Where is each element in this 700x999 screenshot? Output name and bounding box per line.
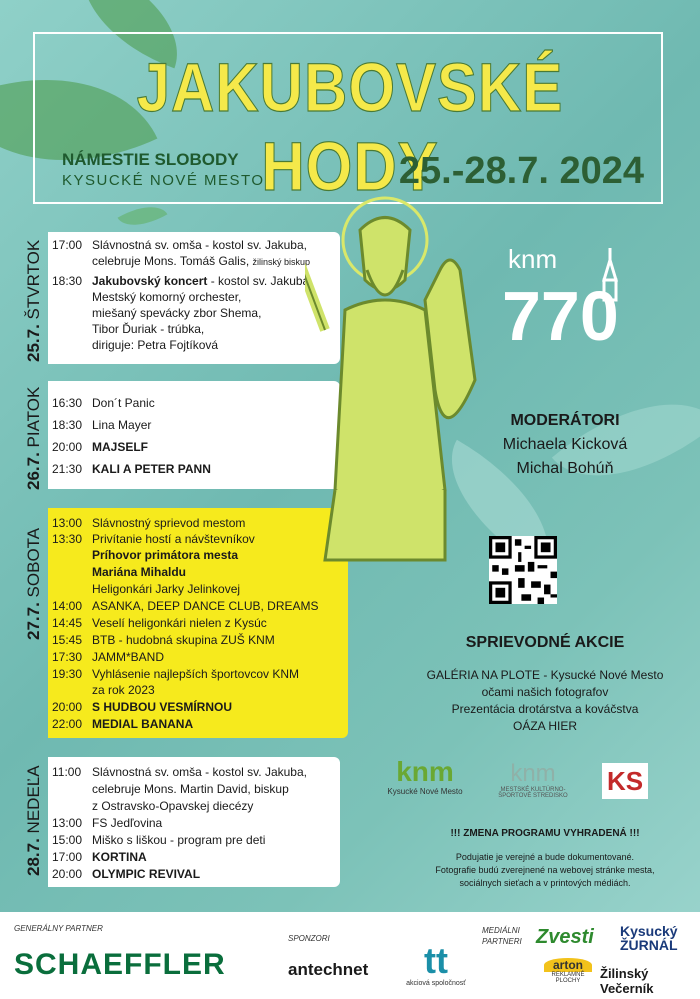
zurnal-logo: Kysucký ŽURNÁL xyxy=(620,923,678,953)
event-row: z Ostravsko-Opavskej diecézy xyxy=(92,799,254,813)
event-row: 14:45 Veselí heligonkári nielen z Kysúc xyxy=(52,616,267,630)
knm-logo-text: knm xyxy=(508,244,558,274)
event-row: 14:00 ASANKA, DEEP DANCE CLUB, DREAMS xyxy=(52,599,319,613)
qr-code[interactable] xyxy=(489,536,557,604)
schedule-thursday xyxy=(48,232,340,364)
event-row: diriguje: Petra Fojtíková xyxy=(92,338,219,352)
event-row: 20:00 OLYMPIC REVIVAL xyxy=(52,867,201,881)
general-partner-label: GENERÁLNY PARTNER xyxy=(14,924,103,933)
schedule-saturday xyxy=(48,508,348,738)
event-row: Mariána Mihaldu xyxy=(92,565,187,579)
media-label: PARTNERI xyxy=(482,937,522,946)
event-row: 15:45 BTB - hudobná skupina ZUŠ KNM xyxy=(52,633,275,647)
event-row: 16:30 Don´t Panic xyxy=(52,396,155,410)
event-row: 17:00 Slávnostná sv. omša - kostol sv. Jakuba, xyxy=(52,238,307,252)
moderators-heading: MODERÁTORI xyxy=(510,412,620,429)
notice-line: Podujatie je verejné a bude dokumentované. xyxy=(455,852,635,862)
saint-jacob-illustration xyxy=(305,190,505,580)
schaeffler-logo: SCHAEFFLER xyxy=(14,948,226,981)
accompanying-line: očami našich fotografov xyxy=(481,685,609,699)
event-row: za rok 2023 xyxy=(92,683,155,697)
event-row: 22:00 MEDIAL BANANA xyxy=(52,717,194,731)
event-row: 13:00 Slávnostný sprievod mestom xyxy=(52,516,246,530)
sponsors-label: SPONZORI xyxy=(288,934,330,943)
vecernik-logo: Žilinský Večerník xyxy=(600,966,654,996)
day-label-sunday: 28.7. NEDEĽA xyxy=(24,765,43,876)
schedule-friday xyxy=(48,381,340,489)
event-title: JAKUBOVSKÉ HODY xyxy=(136,48,564,206)
event-row: celebruje Mons. Tomáš Galis, žilinský biskup xyxy=(92,254,311,268)
event-row: 18:30 Jakubovský koncert - kostol sv. Jakuba xyxy=(52,274,310,288)
partners-footer xyxy=(0,912,700,999)
venue-town: KYSUCKÉ NOVÉ MESTO xyxy=(62,172,265,189)
zvesti-logo: Zvesti xyxy=(536,926,594,948)
day-label-friday: 26.7. PIATOK xyxy=(24,386,43,490)
event-row: celebruje Mons. Martin David, biskup xyxy=(92,782,289,796)
event-row: 13:00 FS Jedľovina xyxy=(52,816,163,830)
event-row: 17:00 KORTINA xyxy=(52,850,147,864)
anniversary-number: 770 xyxy=(502,277,619,355)
moderator-name: Michaela Kicková xyxy=(502,436,628,453)
moderator-name: Michal Bohúň xyxy=(516,460,614,477)
accompanying-line: GALÉRIA NA PLOTE - Kysucké Nové Mesto xyxy=(426,668,664,682)
arton-logo: arton REKLAMNÉ PLOCHY xyxy=(544,958,592,984)
schedule-sunday xyxy=(48,757,340,887)
accompanying-line: Prezentácia drotárstva a kováčstva xyxy=(451,702,639,716)
event-row: 18:30 Lina Mayer xyxy=(52,418,152,432)
event-row: Tibor Ďuriak - trúbka, xyxy=(92,322,205,336)
event-row: Heligonkári Jarky Jelinkovej xyxy=(92,582,241,596)
ks-logo: KS xyxy=(602,763,648,799)
event-row: 11:00 Slávnostná sv. omša - kostol sv. Jakuba, xyxy=(52,765,307,779)
event-row: 19:30 Vyhlásenie najlepších športovcov KNM xyxy=(52,667,299,681)
notice-line: sociálnych sieťach a v printových médiách. xyxy=(459,878,631,888)
venue xyxy=(62,150,265,189)
event-row: 13:30 Privítanie hostí a návštevníkov xyxy=(52,532,255,546)
accompanying-heading: SPRIEVODNÉ AKCIE xyxy=(465,634,625,651)
day-label-saturday: 27.7. SOBOTA xyxy=(24,527,43,640)
knm-770-logo xyxy=(500,240,680,360)
antechnet-logo: antechnet xyxy=(288,960,369,979)
tt-logo: tt akciová spoločnosť xyxy=(406,940,466,987)
event-dates: 25.-28.7. 2024 xyxy=(398,150,644,192)
event-row: 15:00 Miško s liškou - program pre deti xyxy=(52,833,266,847)
event-row: 20:00 S HUDBOU VESMÍRNOU xyxy=(52,700,233,714)
event-row: 21:30 KALI A PETER PANN xyxy=(52,462,211,476)
event-row: 20:00 MAJSELF xyxy=(52,440,149,454)
day-label-thursday: 25.7. ŠTVRTOK xyxy=(24,239,43,362)
event-row: Mestský komorný orchester, xyxy=(92,290,242,304)
event-row: miešaný spevácky zbor Shema, xyxy=(92,306,262,320)
mksks-logo: knm MESTSKÉ KULTÚRNO-ŠPORTOVÉ STREDISKO xyxy=(498,760,568,799)
event-row: Príhovor primátora mesta xyxy=(92,548,239,562)
event-row: 17:30 JAMM*BAND xyxy=(52,650,165,664)
media-label: MEDIÁLNI xyxy=(482,926,520,935)
venue-square: NÁMESTIE SLOBODY xyxy=(62,150,239,169)
knm-city-logo: knm Kysucké Nové Mesto xyxy=(387,756,463,796)
notice-line: Fotografie budú zverejnené na webovej stránke mesta, xyxy=(435,865,655,875)
accompanying-line: OÁZA HIER xyxy=(512,719,577,733)
organizer-logos xyxy=(380,757,690,817)
program-change-notice: !!! ZMENA PROGRAMU VYHRADENÁ !!! xyxy=(450,828,640,839)
